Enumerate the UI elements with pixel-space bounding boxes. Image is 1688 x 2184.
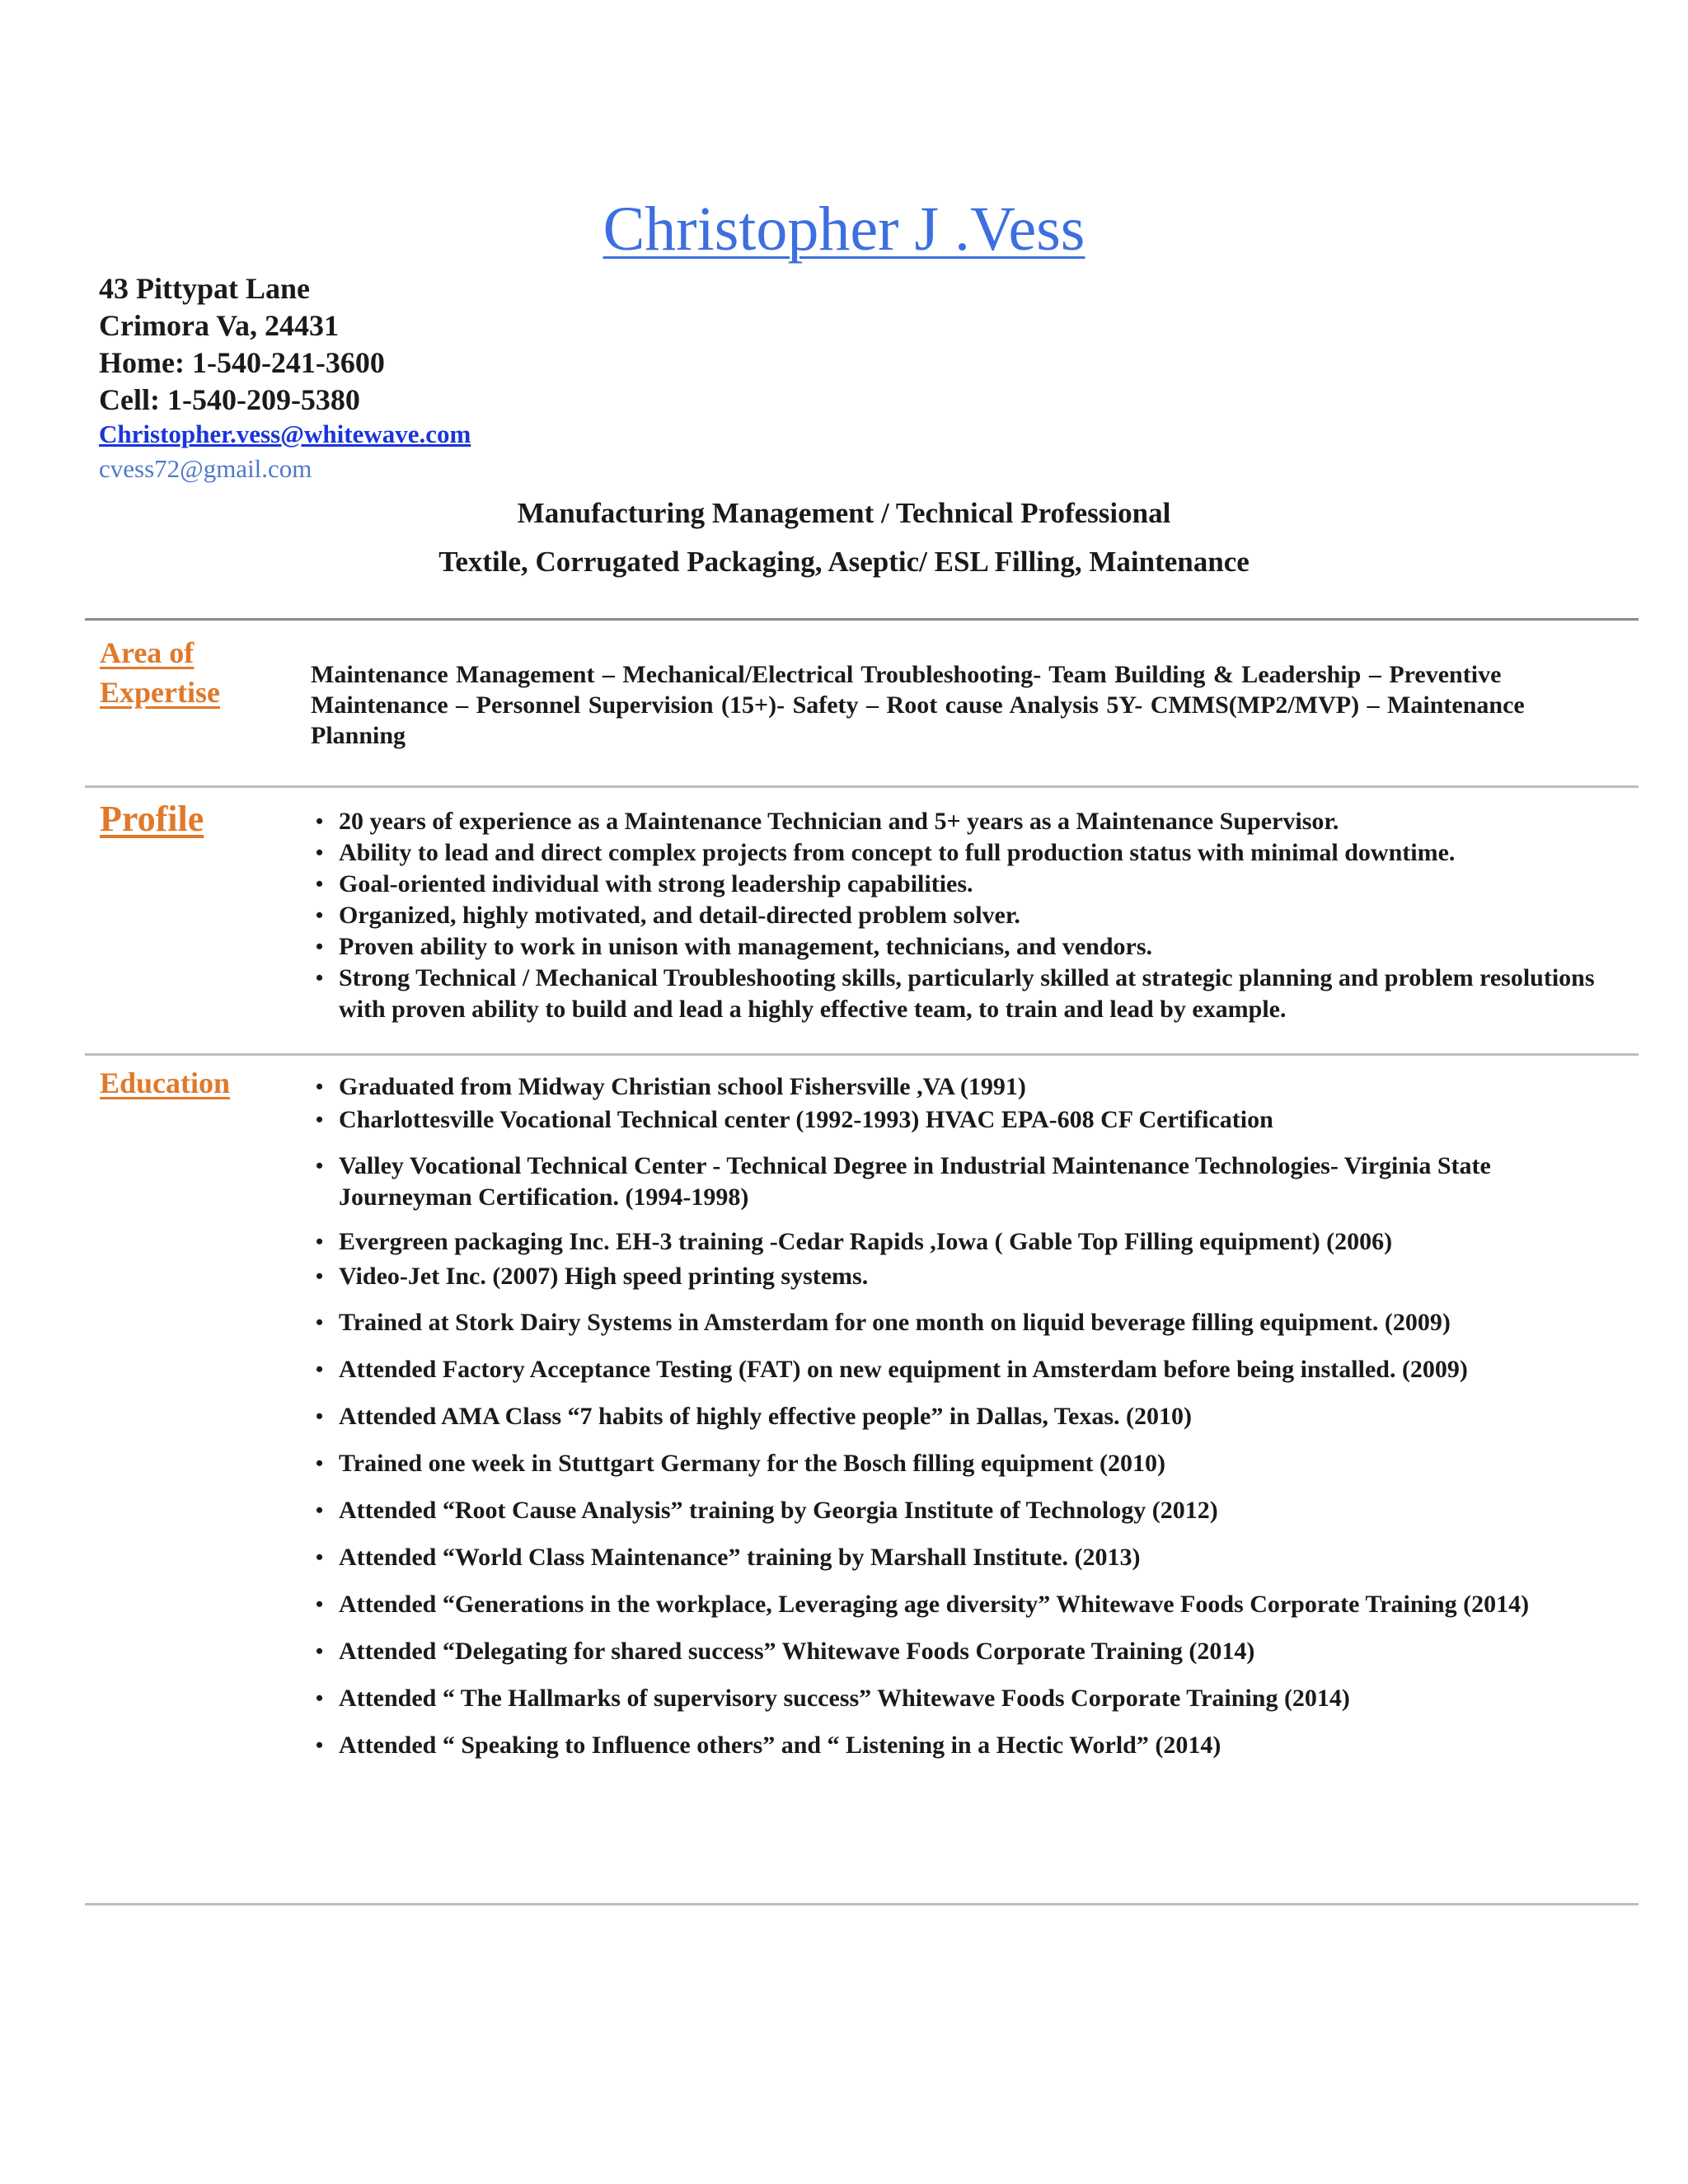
- contact-block: [99, 270, 471, 485]
- divider: [85, 1903, 1639, 1905]
- list-item: • Evergreen packaging Inc. EH-3 training -Cedar Rapids ,Iowa ( Gable Top Filling equipment) (2006): [316, 1226, 1610, 1258]
- list-item: • Attended “World Class Maintenance” training by Marshall Institute. (2013): [316, 1542, 1610, 1573]
- list-item: • Attended “Delegating for shared success” Whitewave Foods Corporate Training (2014): [316, 1636, 1610, 1667]
- address-line-2: Crimora Va, 24431: [99, 309, 339, 342]
- education-list: [316, 1071, 1610, 1761]
- list-item: • Attended “Root Cause Analysis” training by Georgia Institute of Technology (2012): [316, 1495, 1610, 1526]
- divider: [85, 1053, 1639, 1056]
- headline-industries: Textile, Corrugated Packaging, Aseptic/ ESL Filling, Maintenance: [438, 546, 1250, 578]
- work-email-link[interactable]: Christopher.vess@whitewave.com: [99, 419, 471, 448]
- cell-phone: Cell: 1-540-209-5380: [99, 383, 360, 416]
- profile-list: [316, 806, 1610, 1025]
- list-item: • Goal-oriented individual with strong leadership capabilities.: [316, 869, 1610, 900]
- list-item: • Ability to lead and direct complex projects from concept to full production status with minimal downtime.: [316, 837, 1610, 869]
- list-item: • Valley Vocational Technical Center - Technical Degree in Industrial Maintenance Technologies- Virginia State Journeyman Certification. (1994-1998): [316, 1151, 1610, 1213]
- divider: [85, 785, 1639, 788]
- list-item: • Attended “Generations in the workplace, Leveraging age diversity” Whitewave Foods Corporate Training (2014): [316, 1589, 1610, 1620]
- list-item: • Organized, highly motivated, and detail-directed problem solver.: [316, 900, 1610, 931]
- list-item: • Proven ability to work in unison with management, technicians, and vendors.: [316, 931, 1610, 963]
- list-item: • Trained one week in Stuttgart Germany for the Bosch filling equipment (2010): [316, 1448, 1610, 1479]
- home-phone: Home: 1-540-241-3600: [99, 346, 385, 379]
- list-item: • Charlottesville Vocational Technical center (1992-1993) HVAC EPA-608 CF Certification: [316, 1104, 1610, 1136]
- headline-title: Manufacturing Management / Technical Professional: [517, 497, 1171, 529]
- section-label-expertise: [100, 633, 265, 712]
- address-line-1: 43 Pittypat Lane: [99, 272, 310, 305]
- candidate-name: Christopher J .Vess: [603, 194, 1085, 264]
- expertise-text: Maintenance Management – Mechanical/Electrical Troubleshooting- Team Building & Leadership – Preventive Maintenance – Personnel Supervision (15+)- Safety – Root cause Analysis 5Y- CMMS(MP2/MVP) – Maintenance Planning: [311, 661, 1525, 749]
- list-item: • 20 years of experience as a Maintenance Technician and 5+ years as a Maintenance Supervisor.: [316, 806, 1610, 837]
- list-item: • Graduated from Midway Christian school Fishersville ,VA (1991): [316, 1071, 1610, 1103]
- list-item: • Trained at Stork Dairy Systems in Amsterdam for one month on liquid beverage filling equipment. (2009): [316, 1307, 1610, 1338]
- list-item: • Attended “ The Hallmarks of supervisory success” Whitewave Foods Corporate Training (2014): [316, 1683, 1610, 1714]
- list-item: • Video-Jet Inc. (2007) High speed printing systems.: [316, 1261, 1610, 1292]
- expertise-label-line-1: Area of: [100, 636, 195, 669]
- list-item: • Strong Technical / Mechanical Troubleshooting skills, particularly skilled at strategic planning and problem resolutions with proven ability to build and lead a highly effective team, to train and lead by example.: [316, 963, 1610, 1025]
- section-label-education: Education: [100, 1066, 231, 1099]
- personal-email: cvess72@gmail.com: [99, 454, 312, 483]
- list-item: • Attended AMA Class “7 habits of highly effective people” in Dallas, Texas. (2010): [316, 1401, 1610, 1432]
- list-item: • Attended Factory Acceptance Testing (FAT) on new equipment in Amsterdam before being installed. (2009): [316, 1354, 1610, 1385]
- list-item: • Attended “ Speaking to Influence others” and “ Listening in a Hectic World” (2014): [316, 1730, 1610, 1761]
- expertise-label-line-2: Expertise: [100, 676, 220, 709]
- section-label-profile: Profile: [100, 799, 204, 839]
- divider: [85, 618, 1639, 621]
